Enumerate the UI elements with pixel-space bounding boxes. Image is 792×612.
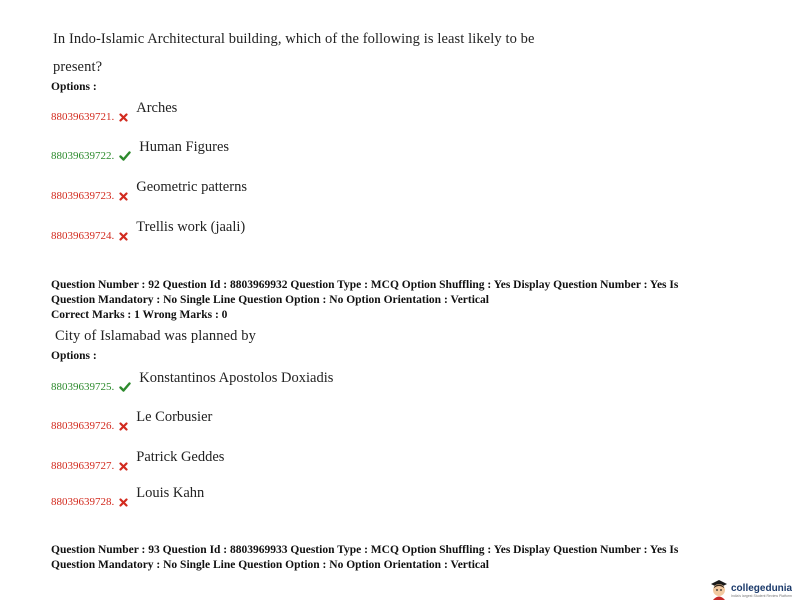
- option-text: Trellis work (jaali): [136, 219, 246, 235]
- option-id: 88039639727.: [51, 460, 115, 472]
- option-text: Le Corbusier: [136, 409, 213, 425]
- option-id: 88039639725.: [51, 381, 115, 393]
- option-id: 88039639722.: [51, 150, 115, 162]
- checkmark-icon: [119, 382, 131, 392]
- question-text: City of Islamabad was planned by: [55, 328, 256, 344]
- option-row[interactable]: [51, 219, 246, 242]
- option-row[interactable]: [51, 449, 225, 472]
- cross-icon: [119, 192, 128, 201]
- cross-icon: [119, 232, 128, 241]
- option-text: Konstantinos Apostolos Doxiadis: [139, 370, 334, 386]
- question-meta-line2: Question Mandatory : No Single Line Question Option : No Option Orientation : Vertical: [51, 294, 489, 306]
- option-text: Arches: [136, 100, 178, 116]
- options-label: Options :: [51, 350, 97, 362]
- question-meta-line2: Question Mandatory : No Single Line Question Option : No Option Orientation : Vertical: [51, 559, 489, 571]
- question-text-line2: present?: [53, 59, 103, 75]
- option-text: Patrick Geddes: [136, 449, 225, 465]
- option-text: Geometric patterns: [136, 179, 247, 195]
- question-meta-line1: Question Number : 92 Question Id : 8803969932 Question Type : MCQ Option Shuffling : Yes Display Question Number : Yes Is: [51, 279, 679, 291]
- option-text: Louis Kahn: [136, 485, 205, 501]
- graduate-mascot-icon: [709, 578, 729, 605]
- options-label: Options :: [51, 81, 97, 93]
- question-meta-line1: Question Number : 93 Question Id : 8803969933 Question Type : MCQ Option Shuffling : Yes Display Question Number : Yes Is: [51, 544, 679, 556]
- option-id: 88039639724.: [51, 230, 115, 242]
- option-row[interactable]: [51, 179, 247, 202]
- option-row[interactable]: [51, 370, 334, 393]
- question-marks: Correct Marks : 1 Wrong Marks : 0: [51, 309, 228, 321]
- cross-icon: [119, 462, 128, 471]
- cross-icon: [119, 113, 128, 122]
- option-id: 88039639723.: [51, 190, 115, 202]
- option-text: Human Figures: [139, 139, 230, 155]
- checkmark-icon: [119, 151, 131, 161]
- option-id: 88039639721.: [51, 111, 115, 123]
- option-id: 88039639728.: [51, 496, 115, 508]
- logo-name: collegedunia: [731, 583, 792, 594]
- option-row[interactable]: [51, 485, 205, 508]
- cross-icon: [119, 498, 128, 507]
- option-id: 88039639726.: [51, 420, 115, 432]
- logo-tagline: India's largest Student Review Platform: [731, 594, 792, 598]
- cross-icon: [119, 422, 128, 431]
- option-row[interactable]: [51, 100, 178, 123]
- collegedunia-logo: [709, 578, 792, 605]
- option-row[interactable]: [51, 409, 213, 432]
- question-text-line1: In Indo-Islamic Architectural building, which of the following is least likely to be: [53, 31, 535, 47]
- option-row[interactable]: [51, 139, 230, 162]
